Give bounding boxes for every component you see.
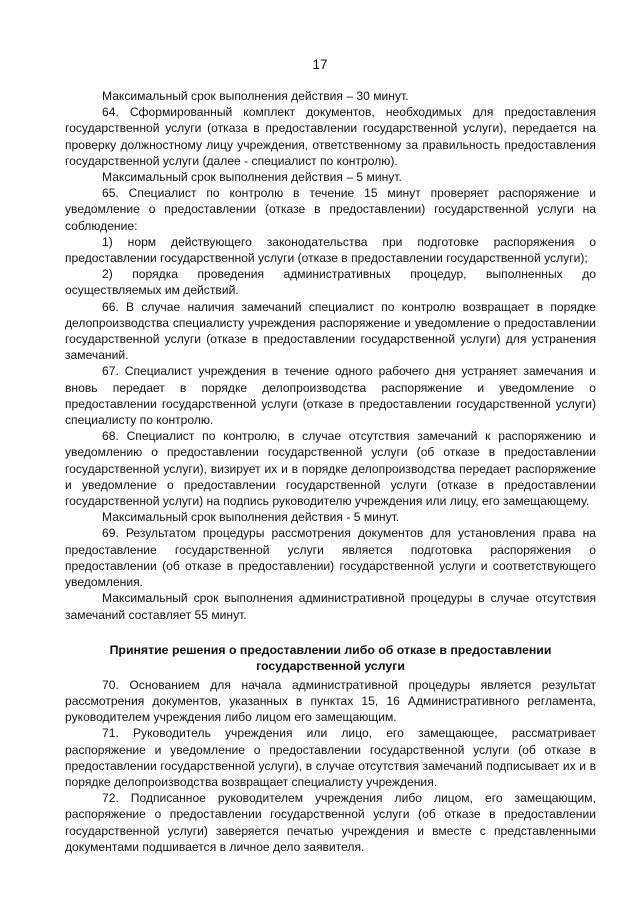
document-body xyxy=(65,88,596,855)
paragraph-max-time-5a: Максимальный срок выполнения действия – 5 минут. xyxy=(102,170,402,185)
paragraph-70: 70. Основанием для начала административной процедуры является результат рассмотрения документов, указанных в пунктах 15, 16 Административного регламента, руководителем учреждения либо лицом его замещающим. xyxy=(65,677,596,725)
paragraph-71: 71. Руководитель учреждения или лицо, его замещающее, рассматривает распоряжение и уведомление о предоставлении государственной услуги (об отказе в предоставлении государственной услуги), в случае отсутствия замечаний подписывает их и в порядке делопроизводства возвращает специалисту учреждения. xyxy=(65,726,596,789)
paragraph-64: 64. Сформированный комплект документов, необходимых для предоставления государственной услуги (отказа в предоставлении государственной услуги), передается на проверку должностному лицу учреждения, ответственному за правильность предоставления государственной услуги (далее - специалист по контролю). xyxy=(65,105,596,168)
paragraph-65: 65. Специалист по контролю в течение 15 минут проверяет распоряжение и уведомление о предоставлении (отказе в предоставлении) государственной услуги на соблюдение: xyxy=(65,186,596,233)
paragraph-66: 66. В случае наличия замечаний специалист по контролю возвращает в порядке делопроизводства специалисту учреждения распоряжение и уведомление о предоставлении государственной услуги (отказе в предоставлении государственной услуги) для устранения замечаний. xyxy=(65,299,596,363)
paragraph-68: 68. Специалист по контролю, в случае отсутствия замечаний к распоряжению и уведомлению о предоставлении государственной услуги (об отказе в предоставлении государственной услуги), визирует их и в порядке делопроизводства передает распоряжение и уведомление о предоставлении государственной услуги (отказе в предоставлении государственной услуги) на подпись руководителю учреждения или лицу, его замещающему. xyxy=(65,429,596,509)
paragraph-69: 69. Результатом процедуры рассмотрения документов для установления права на предоставление государственной услуги является подготовка распоряжения о предоставлении (об отказе в предоставлении) государственной услуги и соответствующего уведомления. xyxy=(65,526,596,590)
paragraph-max-time-5b: Максимальный срок выполнения действия - 5 минут. xyxy=(102,510,400,525)
section-heading: Принятие решения о предоставлении либо об отказе в предоставлении государственной услуги xyxy=(109,642,552,673)
paragraph-67: 67. Специалист учреждения в течение одного рабочего дня устраняет замечания и вновь передает в порядке делопроизводства распоряжение и уведомление о предоставлении государственной услуги (отказе в предоставлении государственной услуги) специалисту по контролю. xyxy=(65,364,596,428)
paragraph-max-time-30: Максимальный срок выполнения действия – 30 минут. xyxy=(102,89,409,103)
page-number: 17 xyxy=(312,57,328,72)
paragraph-65-item-1: 1) норм действующего законодательства при подготовке распоряжения о предоставлении государственной услуги (отказе в предоставлении государственной услуги); xyxy=(65,234,596,266)
paragraph-max-time-55: Максимальный срок выполнения административной процедуры в случае отсутствия замечаний составляет 55 минут. xyxy=(65,591,596,622)
paragraph-72: 72. Подписанное руководителем учреждения либо лицом, его замещающим, распоряжение о предоставлении государственной услуги (об отказе в предоставлении государственной услуги) заверяется печатью учреждения и вместе с представленными документами подшивается в личное дело заявителя. xyxy=(65,791,596,854)
paragraph-65-item-2: 2) порядка проведения административных процедур, выполненных до осуществляемых им действий. xyxy=(65,267,596,298)
